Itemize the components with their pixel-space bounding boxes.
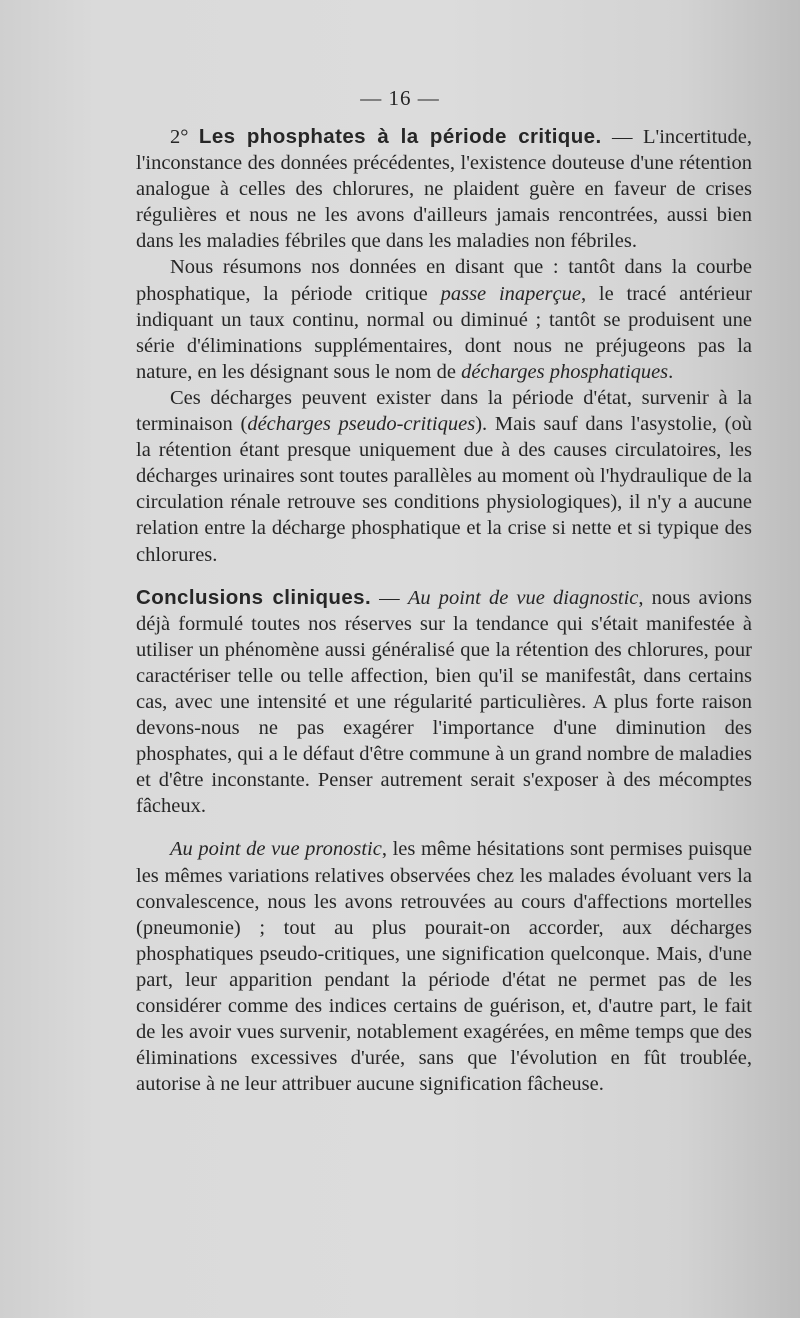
section-heading-phosphates: Les phosphates à la période critique. [198,125,602,148]
italic-term: Au point de vue pronostic [170,838,382,861]
paragraph-text: , les même hésitations sont permises puisque les mêmes variations relatives observées chez les malades évoluant vers la convalescence, nous les avons retrouvées au cours d'affections mortelles (pneumonie) ; tout au plus pourait-on accorder, aux décharges phosphatiques pseudo-critiques, une signification quelconque. Mais, d'une part, leur apparition pendant la période d'état ne permet pas de les considérer comme des indices certains de guérison, et, d'autre part, le fait de les avoir vues survenir, notablement exagérées, en même temps que des éliminations excessives d'urée, sans que l'évolution en fût troublée, autorise à ne leur attribuer aucune signification fâcheuse. [136,838,752,1096]
italic-term: décharges pseudo-critiques [247,413,476,436]
paragraph-clinical-conclusions [136,585,752,820]
page-number: — 16 — [360,86,440,110]
body-text [136,124,752,1097]
paragraph-text: Nous résumons nos données en disant que : tantôt dans la courbe phosphatique, la période critique [136,256,752,305]
paragraph-text: Ces décharges peuvent exister dans la période d'état, survenir à la terminaison ( [136,386,752,436]
italic-term: Au point de vue diagnostic [407,586,639,609]
paragraph-text: , nous avions déjà formulé toutes nos réserves sur la tendance qui s'était manifestée à utiliser un phénomène aussi généralisé que la rétention des chlorures, pour caractériser telle ou telle affection, bien qu'il se manifestât, dans certains cas, avec une intensité et une régularité particulières. A plus forte raison devons-nous ne pas exagérer l'importance d'une diminution des phosphates, qui a le défaut d'être commune à un grand nombre de maladies et d'être inconstante. Penser autrement serait s'exposer à des mécomptes fâcheux. [136,586,753,818]
paragraph-text: . [668,360,674,383]
paragraph-text: , le tracé antérieur indiquant un taux continu, normal ou diminué ; tantôt se produisent une série d'éliminations supplémentaires, dont nous ne préjugeons pas la nature, en les désignant sous le nom de [136,282,752,383]
paragraph-text: ). Mais sauf dans l'asystolie, (où la rétention étant presque uniquement due à des causes circulatoires, les décharges urinaires sont toutes parallèles au moment où l'hydraulique de la circulation rénale retrouve ses conditions physiologiques), il n'y a aucune relation entre la décharge phosphatique et la crise si nette et si typique des chlorures. [136,413,752,566]
paragraph-discharges [136,385,752,568]
italic-term: passe inaperçue [440,282,581,305]
paragraph-summary [136,254,752,384]
section-number: 2° [170,126,189,148]
paragraph-phosphates-critical-period [136,124,752,254]
paragraph-text: — L'incertitude, l'inconstance des données précédentes, l'existence douteuse d'une rétention analogue à celles des chlorures, ne plaident guère en faveur de crises régulières et nous ne les avons d'ailleurs jamais rencontrées, aussi bien dans les maladies fébriles que dans les maladies non fébriles. [136,126,752,253]
section-heading-clinical-conclusions: Conclusions cliniques. [136,585,372,609]
paragraph-prognosis [136,836,752,1097]
paragraph-text: — [371,586,408,609]
italic-term: décharges phosphatiques [461,360,669,383]
